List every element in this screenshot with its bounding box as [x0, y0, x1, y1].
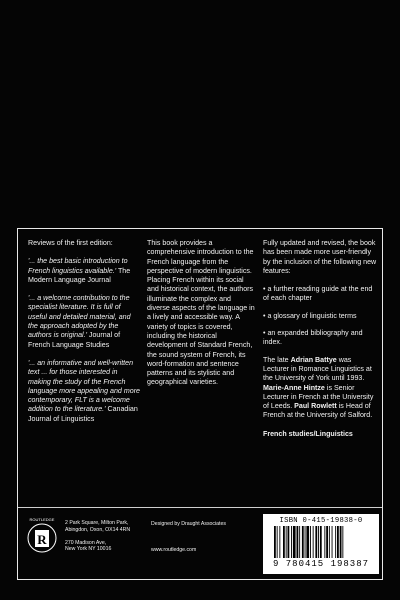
feature-text: a glossary of linguistic terms — [267, 311, 357, 320]
address-line: 270 Madison Ave, — [65, 539, 107, 546]
content-frame — [17, 228, 383, 580]
barcode-icon — [273, 526, 373, 558]
divider — [18, 507, 382, 508]
review-source: The Modern Language Journal — [28, 266, 131, 284]
website-link[interactable]: www.routledge.com — [151, 547, 197, 553]
features-intro: Fully updated and revised, the book has been made more user-friendly by the inclusion of the following new features: — [263, 239, 377, 275]
review-quote: '... an informative and well-written text ... for those interested in making the study of the French language more appealing and more contemporary, FLT is a welcome addition to the literature.' — [28, 358, 141, 414]
review-quote: '... a welcome contribution to the specialist literature. It is full of useful and detailed material, and the approach adopted by the authors is original.' — [28, 294, 131, 340]
review-source: Canadian Journal of Linguistics — [28, 405, 138, 423]
svg-text:R: R — [37, 532, 47, 547]
bio-text: is Head of French at the University of Salford. — [263, 402, 373, 420]
review-source: Journal of French Language Studies — [28, 331, 121, 349]
barcode-number: 9 780415 198387 — [272, 559, 369, 569]
reviews-heading: Reviews of the first edition: — [28, 239, 113, 247]
bio-text: The late — [263, 355, 291, 364]
review-1 — [28, 257, 140, 285]
feature-text: an expanded bibliography and index. — [263, 329, 363, 347]
review-quote: '... the best basic introduction to French linguistics available.' — [28, 257, 128, 275]
author-name: Marie-Anne Hintze — [263, 383, 325, 392]
routledge-logo — [26, 516, 58, 558]
publisher-address — [65, 520, 143, 553]
address-line: Abingdon, Oxon, OX14 4RN — [65, 526, 131, 533]
barcode-label — [263, 514, 379, 574]
features-column — [263, 239, 378, 439]
review-3 — [28, 359, 140, 424]
isbn-text: ISBN 0-415-19838-0 — [279, 517, 363, 525]
feature-item: • an expanded bibliography and index. — [263, 329, 363, 347]
author-name: Paul Rowlett — [294, 402, 337, 411]
bio-text: is Senior Lecturer in French at the University of Leeds. — [263, 383, 374, 411]
book-description: This book provides a comprehensive introduction to the French language from the perspective of modern linguistics. Placing French within its social and historical context, the authors illuminate the complex and diverse aspects of the language in a lively and accessible way. A variety of topics is covered, including the historical development of Standard French, the sound system of French, its word-formation and sentence patterns and its stylistic and geographical varieties. — [147, 239, 255, 387]
address-line: 2 Park Square, Milton Park, — [65, 520, 129, 526]
address-line: New York NY 10016 — [65, 546, 112, 553]
review-2 — [28, 294, 140, 350]
feature-item: • a glossary of linguistic terms — [263, 311, 357, 320]
designer-credit: Designed by Draught Associates — [151, 521, 226, 527]
subject-category: French studies/Linguistics — [263, 429, 353, 438]
reviews-column — [28, 239, 140, 433]
author-name: Adrian Battye — [290, 355, 337, 364]
description-column — [147, 239, 255, 397]
feature-text: a further reading guide at the end of each chapter — [263, 285, 373, 303]
feature-item: • a further reading guide at the end of each chapter — [263, 285, 373, 303]
logo-wordmark: ROUTLEDGE — [29, 517, 55, 522]
bio-text: was Lecturer in Romance Linguistics at the University of York until 1993. — [263, 355, 372, 383]
author-bios — [263, 356, 378, 421]
